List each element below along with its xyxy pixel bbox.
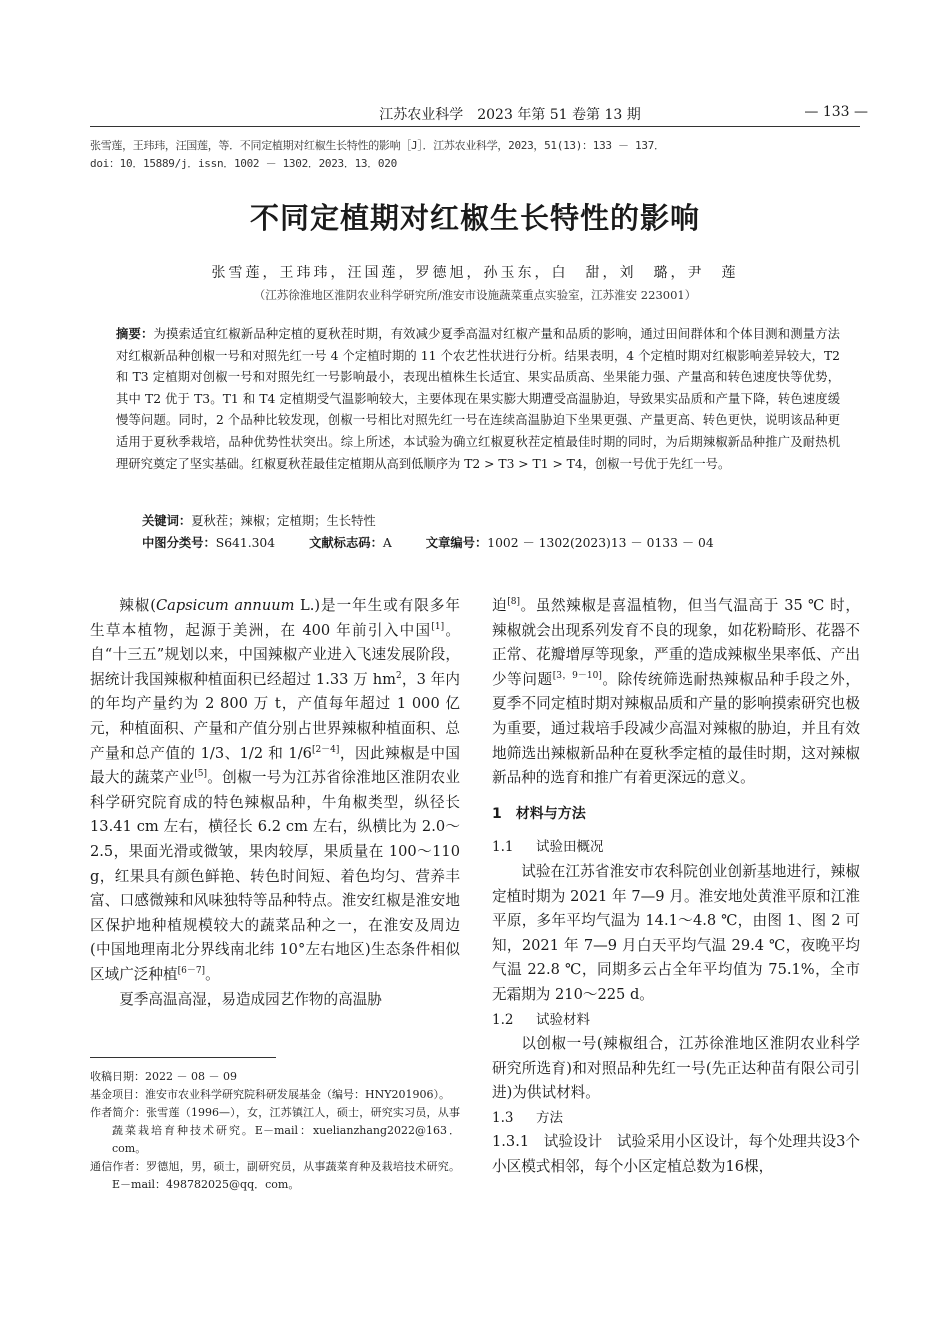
footnote-rule [90, 1057, 276, 1058]
fund-note: 基金项目：淮安市农业科学研究院科研发展基金（编号：HNY201906）。 [90, 1088, 450, 1101]
doi-line: doi：10．15889/j．issn．1002 － 1302．2023．13．020 [90, 157, 397, 170]
abstract-label: 摘要： [116, 327, 154, 341]
author-list: 张雪莲，王玮玮，汪国莲，罗德旭，孙玉东，白 甜，刘 璐，尹 莲 [211, 265, 739, 281]
ref-mark: [8] [507, 597, 520, 608]
ref-mark: [3，9－10] [552, 670, 602, 681]
ref-mark: [6－7] [177, 966, 206, 977]
abstract [116, 324, 840, 475]
abstract-text: 为摸索适宜红椒新品种定植的夏秋茬时期，有效减少夏季高温对红椒产量和品质的影响，通过田间群体和个体目测和测量方法对红椒新品种创椒一号和对照先红一号 4 个定植时期的 11 个农艺性状进行分析。结果表明，4 个定植时期对红椒影响差异较大，T2 和 T3 定植期对创椒一号和对照先红一号影响最小，表现出植株生长适宜、果实品质高、坐果能力强、产量高和转色速度快等优势，其中 T2 优于 T3。T1 和 T4 定植期受气温影响较大，主要体现在果实膨大期遭受高温胁迫，导致果实品质和产量下降，转色速度缓慢等问题。同时，2 个品种比较发现，创椒一号相比对照先红一号在连续高温胁迫下坐果更强、产量更高、转色更快，说明该品种更适用于夏秋季栽培，品种优势性状突出。综上所述，本试验为确立红椒夏秋茬定植最佳时期的同时，为后期辣椒新品种推广及耐热机理研究奠定了坚实基础。红椒夏秋茬最佳定植期从高到低顺序为 T2 > T3 > T1 > T4，创椒一号优于先红一号。 [116, 327, 840, 471]
intro-continued: 迫[8]。虽然辣椒是喜温植物，但当气温高于 35 ℃ 时，辣椒就会出现系列发育不良的现象，如花粉畸形、花器不正常、花瓣增厚等现象，严重的造成辣椒坐果率低、产出少等问题[3，9－10]。除传统筛选耐热辣椒品种手段之外，夏季不同定植时期对辣椒品质和产量的影响摸索研究也极为重要，通过栽培手段减少高温对辣椒的胁迫，并且有效地筛选出辣椒新品种在夏秋季定植的最佳时期，这对辣椒新品种的选育和推广有着更深远的意义。 [492, 597, 860, 787]
clc-value: S641.304 [215, 536, 276, 550]
clc-label: 中图分类号： [142, 536, 216, 550]
keywords-text: 夏秋茬；辣椒；定植期；生长特性 [191, 514, 376, 528]
ref-mark: [1] [431, 621, 445, 632]
keywords [142, 511, 842, 531]
design-paragraph: 1.3.1 试验设计 试验采用小区设计，每个处理共设3个小区模式相邻，每个小区定植总数为16棵， [492, 1133, 860, 1176]
page-title: 不同定植期对红椒生长特性的影响 [249, 201, 700, 235]
doc-code-label: 文献标志码： [309, 536, 383, 550]
article-no-value: 1002 － 1302(2023)13 － 0133 － 04 [487, 536, 714, 550]
subsection-heading: 1.3 方法 [492, 1109, 563, 1126]
subsection-heading: 1.1 试验田概况 [492, 839, 604, 856]
ref-mark: [5] [194, 769, 207, 780]
materials-paragraph: 以创椒一号(辣椒组合，江苏徐淮地区淮阴农业科学研究所选育)和对照品种先红一号(先正达种苗有限公司引进)为供试材料。 [492, 1035, 860, 1102]
journal-header: 江苏农业科学 2023 年第 51 卷第 13 期 [379, 107, 641, 123]
latin-name: Capsicum annuum [155, 597, 295, 614]
classification-line [142, 533, 842, 553]
section-heading: 1 材料与方法 [492, 805, 586, 822]
keywords-label: 关键词： [142, 514, 192, 528]
received-date: 收稿日期：2022 － 08 － 09 [90, 1070, 237, 1083]
intro-paragraph: 辣椒(Capsicum annuum L.)是一年生或有限多年生草本植物，起源于美洲，在 400 年前引入中国[1]。自“十三五”规划以来，中国辣椒产业进入飞速发展阶段，据统计我国辣椒种植面积已经超过 1.33 万 $hm^2$，3 年内的年均产量约为 2 800 万 t，产值每年超过 1 000 亿元，种植面积、产量和产值分别占世界辣椒种植面积、总产量和总产值的 1/3、1/2 和 1/6[2－4]，因此辣椒是中国最大的蔬菜产业[5]。创椒一号为江苏省徐淮地区淮阴农业科学研究院育成的特色辣椒品种，牛角椒类型，纵径长 13.41 cm 左右，横径长 6.2 cm 左右，纵横比为 2.0～2.5，果面光滑或微皱，果肉较厚，果质量在 100～110 g，红果具有颜色鲜艳、转色时间短、着色均匀、营养丰富、口感微辣和风味独特等品种特点。淮安红椒是淮安地区保护地种植规模较大的蔬菜品种之一，在淮安及周边(中国地理南北分界线南北纬 10°左右地区)生态条件相似区域广泛种植[6－7]。 [90, 597, 460, 983]
left-column [90, 594, 460, 1012]
article-no-label: 文章编号： [425, 536, 488, 550]
intro-paragraph-2: 夏季高温高湿，易造成园艺作物的高温胁 [119, 990, 382, 1008]
superscript: 2 [395, 670, 402, 681]
right-column [492, 594, 860, 1180]
header-rule [90, 126, 860, 127]
citation-block [90, 137, 870, 173]
subsection-heading: 1.2 试验材料 [492, 1011, 590, 1028]
corresponding-note: 通信作者：罗德旭，男，硕士，副研究员，从事蔬菜育种及栽培技术研究。E－mail：498782025@qq．com。 [90, 1160, 460, 1191]
doc-code-value: A [382, 536, 392, 550]
site-paragraph: 试验在江苏省淮安市农科院创业创新基地进行，辣椒定植时期为 2021 年 7—9 月。淮安地处黄淮平原和江淮平原，多年平均气温为 14.1～4.8 ℃，由图 1、图 2 可知，2021 年 7—9 月白天平均气温 29.4 ℃，夜晚平均气温 22.8 ℃，同期多云占全年平均值为 75.1%，全市无霜期为 210～225 d。 [492, 862, 860, 1003]
footnotes [90, 1068, 460, 1194]
page-number: — 133 — [804, 104, 868, 120]
citation-line: 张雪莲，王玮玮，汪国莲，等．不同定植期对红椒生长特性的影响［J］．江苏农业科学，2023，51(13)：133 － 137． [90, 139, 665, 152]
ref-mark: [2－4] [311, 744, 340, 755]
affiliation: （江苏徐淮地区淮阴农业科学研究所/淮安市设施蔬菜重点实验室，江苏淮安 223001） [253, 288, 697, 302]
author-note: 作者简介：张雪莲（1996—），女，江苏镇江人，硕士，研究实习员，从事蔬菜栽培育种技术研究。E－mail：xuelianzhang2022@163．com。 [90, 1106, 460, 1155]
